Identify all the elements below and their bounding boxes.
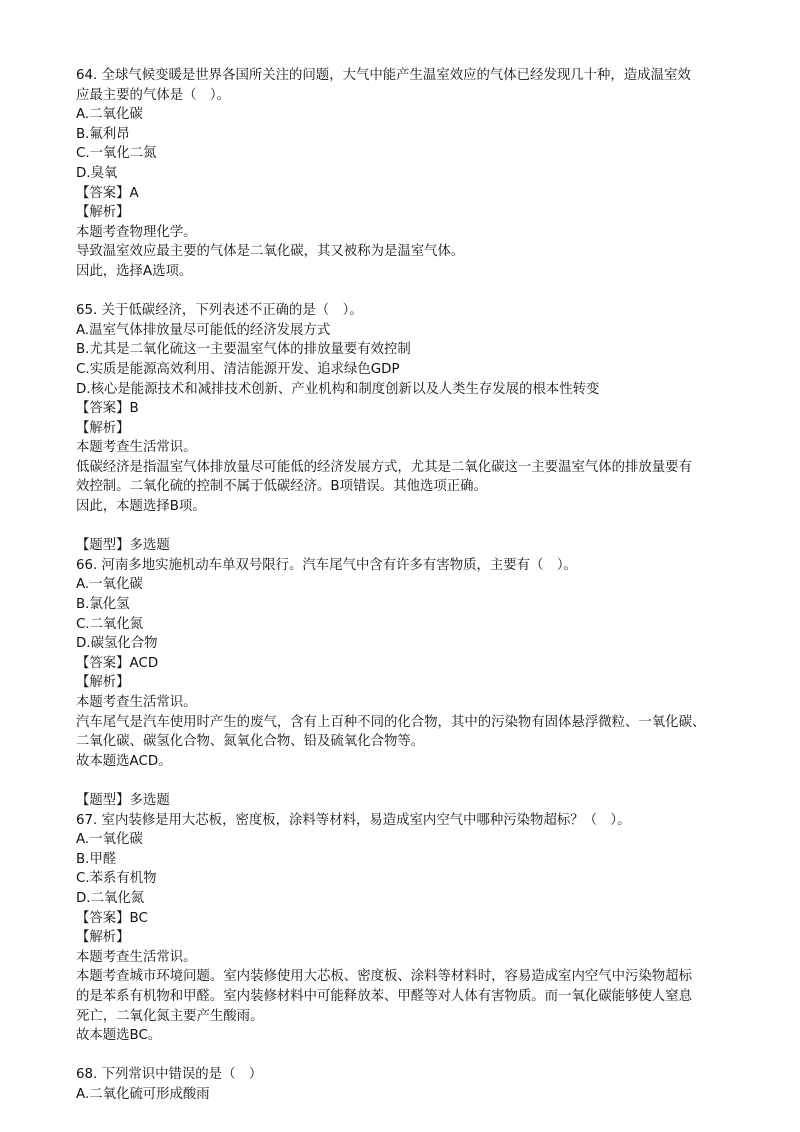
text-line: B.氯化氢 — [76, 597, 130, 613]
text-line: A.一氧化碳 — [76, 832, 143, 848]
text-line: 【答案】ACD — [76, 655, 159, 671]
text-line: 本题考查物理化学。 — [76, 224, 197, 240]
text-line: A.一氧化碳 — [76, 577, 143, 593]
text-line: 死亡，二氧化氮主要产生酸雨。 — [76, 1008, 264, 1024]
text-line: 因此，选择A选项。 — [76, 263, 193, 279]
text-line: B.甲醛 — [76, 851, 117, 867]
text-line: 低碳经济是指温室气体排放量尽可能低的经济发展方式，尤其是二氧化碳这一主要温室气体的排放量要有 — [76, 459, 692, 475]
question-block — [76, 536, 766, 771]
text-line: 本题考查生活常识。 — [76, 695, 197, 710]
text-line: 因此，本题选择B项。 — [76, 499, 206, 515]
question-block — [76, 66, 766, 282]
question-block — [76, 301, 766, 517]
text-line: D.臭氧 — [76, 165, 118, 181]
text-line: D.二氧化氮 — [76, 890, 145, 906]
text-line: C.一氧化二氮 — [76, 146, 157, 162]
text-line: A.二氧化碳 — [76, 107, 143, 123]
text-line: 65. 关于低碳经济，下列表述不正确的是（ ）。 — [76, 303, 363, 319]
text-line: 本题考查生活常识。 — [76, 949, 197, 965]
text-line: 【答案】BC — [76, 910, 148, 926]
text-line: 导致温室效应最主要的气体是二氧化碳，其又被称为是温室气体。 — [76, 244, 465, 260]
question-block — [76, 1065, 766, 1104]
text-line: 汽车尾气是汽车使用时产生的废气，含有上百种不同的化合物，其中的污染物有固体悬浮微粒、一氧化碳、 — [76, 714, 706, 730]
section-gap — [76, 771, 766, 791]
text-line: 【解析】 — [76, 420, 130, 436]
text-line: 【题型】多选题 — [76, 538, 170, 554]
text-line: 故本题选BC。 — [76, 1028, 162, 1044]
text-line: B.氟利昂 — [76, 126, 130, 142]
text-line: 【解析】 — [76, 675, 130, 691]
text-line: 【题型】多选题 — [76, 792, 170, 808]
text-line: A.二氧化硫可形成酸雨 — [76, 1086, 210, 1102]
text-line: 应最主要的气体是（ ）。 — [76, 87, 230, 103]
text-line: 本题考查生活常识。 — [76, 440, 197, 456]
text-line: 68. 下列常识中错误的是（ ） — [76, 1067, 263, 1083]
text-line: 二氧化碳、碳氢化合物、氮氧化合物、铅及硫氧化合物等。 — [76, 734, 425, 750]
text-line: D.碳氢化合物 — [76, 636, 158, 652]
text-line: 【答案】B — [76, 401, 139, 417]
text-line: D.核心是能源技术和减排技术创新、产业机构和制度创新以及人类生存发展的根本性转变 — [76, 381, 600, 397]
section-gap — [76, 282, 766, 302]
text-line: 效控制。二氧化硫的控制不属于低碳经济。B项错误。其他选项正确。 — [76, 479, 487, 495]
text-line: 【答案】A — [76, 185, 139, 201]
text-line: 【解析】 — [76, 930, 130, 946]
text-line: 本题考查城市环境问题。室内装修使用大芯板、密度板、涂料等材料时，容易造成室内空气中污染物超标 — [76, 969, 692, 985]
text-line: C.苯系有机物 — [76, 871, 157, 887]
text-line: 66. 河南多地实施机动车单双号限行。汽车尾气中含有许多有害物质，主要有（ ）。 — [76, 557, 577, 573]
text-line: 【解析】 — [76, 205, 130, 221]
section-gap — [76, 517, 766, 537]
text-line: 的是苯系有机物和甲醛。室内装修材料中可能释放苯、甲醛等对人体有害物质。而一氧化碳能够使人窒息 — [76, 988, 692, 1004]
text-line: 64. 全球气候变暖是世界各国所关注的问题，大气中能产生温室效应的气体已经发现几十种，造成温室效 — [76, 68, 691, 83]
text-line: 67. 室内装修是用大芯板，密度板，涂料等材料，易造成室内空气中哪种污染物超标？（ ）。 — [76, 812, 631, 828]
text-line: 故本题选ACD。 — [76, 753, 172, 769]
document-page — [76, 66, 766, 1104]
question-block — [76, 791, 766, 1046]
section-gap — [76, 1046, 766, 1066]
text-line: C.二氧化氮 — [76, 616, 144, 632]
text-line: A.温室气体排放量尽可能低的经济发展方式 — [76, 322, 331, 338]
text-line: C.实质是能源高效利用、清洁能源开发、追求绿色GDP — [76, 361, 400, 377]
text-line: B.尤其是二氧化硫这一主要温室气体的排放量要有效控制 — [76, 342, 411, 358]
